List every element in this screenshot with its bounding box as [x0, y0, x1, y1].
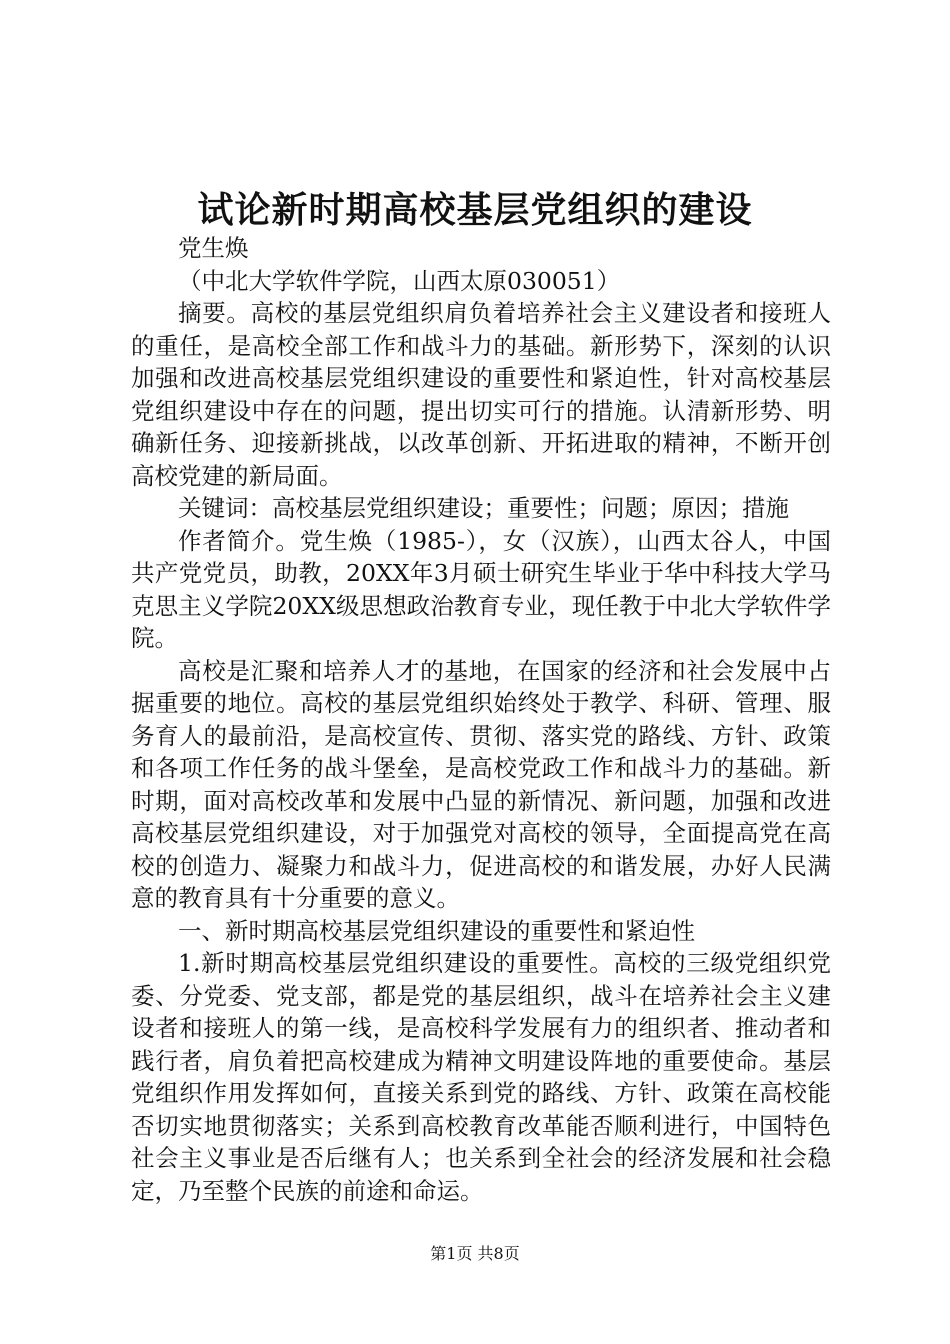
author-affiliation: （中北大学软件学院，山西太原030051）: [178, 266, 621, 295]
document-title: 试论新时期高校基层党组织的建设: [197, 189, 753, 231]
keywords-paragraph: 关键词：高校基层党组织建设；重要性；问题；原因；措施: [178, 494, 789, 522]
author-name: 党生焕: [178, 234, 249, 262]
intro-paragraph: 高校是汇聚和培养人才的基地，在国家的经济和社会发展中占据重要的地位。高校的基层党组织始终处于教学、科研、管理、服务育人的最前沿，是高校宣传、贯彻、落实党的路线、方针、政策和各项工作任务的战斗堡垒，是高校党政工作和战斗力的基础。新时期，面对高校改革和发展中凸显的新情况、新问题，加强和改进高校基层党组织建设，对于加强党对高校的领导，全面提高党在高校的创造力、凝聚力和战斗力，促进高校的和谐发展，办好人民满意的教育具有十分重要的意义。: [131, 656, 831, 912]
page-footer: 第1页 共8页: [430, 1244, 520, 1263]
document-body: [131, 232, 831, 1207]
abstract-paragraph: 摘要。高校的基层党组织肩负着培养社会主义建设者和接班人的重任，是高校全部工作和战斗力的基础。新形势下，深刻的认识加强和改进高校基层党组织建设的重要性和紧迫性，针对高校基层党组织建设中存在的问题，提出切实可行的措施。认清新形势、明确新任务、迎接新挑战，以改革创新、开拓进取的精神，不断开创高校党建的新局面。: [131, 299, 831, 490]
section-paragraph: 1.新时期高校基层党组织建设的重要性。高校的三级党组织党委、分党委、党支部，都是党的基层组织，战斗在培养社会主义建设者和接班人的第一线，是高校科学发展有力的组织者、推动者和践行者，肩负着把高校建成为精神文明建设阵地的重要使命。基层党组织作用发挥如何，直接关系到党的路线、方针、政策在高校能否切实地贯彻落实；关系到高校教育改革能否顺利进行，中国特色社会主义事业是否后继有人；也关系到全社会的经济发展和社会稳定，乃至整个民族的前途和命运。: [131, 949, 831, 1205]
section-heading: 一、新时期高校基层党组织建设的重要性和紧迫性: [178, 916, 695, 945]
author-bio-paragraph: 作者简介。党生焕（1985-），女（汉族），山西太谷人，中国共产党党员，助教，20XX年3月硕士研究生毕业于华中科技大学马克思主义学院20XX级思想政治教育专业，现任教于中北大学软件学院。: [131, 526, 831, 652]
